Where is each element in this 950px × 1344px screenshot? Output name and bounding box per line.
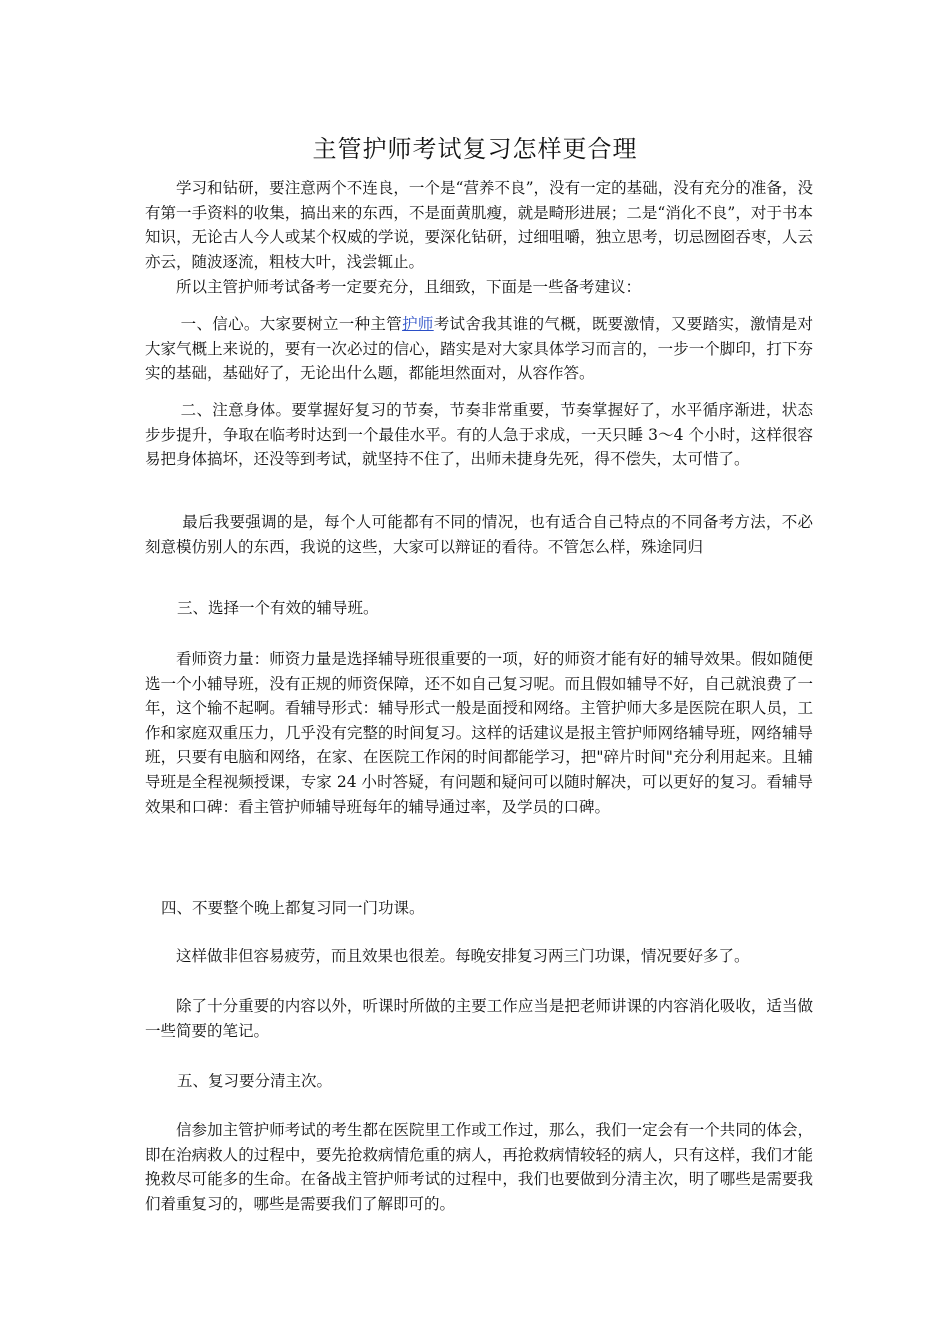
paragraph-conclusion: 最后我要强调的是，每个人可能都有不同的情况，也有适合自己特点的不同备考方法，不必刻意模仿别人的东西，我说的这些，大家可以辩证的看待。不管怎么样，殊途同归: [145, 513, 813, 556]
document-title: 主管护师考试复习怎样更合理: [312, 135, 638, 163]
heading-priorities: 五、复习要分清主次。: [177, 1072, 333, 1090]
paragraph-health: 二、注意身体。要掌握好复习的节奏，节奏非常重要，节奏掌握好了，水平循序渐进，状态步步提升，争取在临考时达到一个最佳水平。有的人急于求成，一天只睡 3～4 个小时，这样很容易把身体搞坏，还没等到考试，就坚持不住了，出师未捷身先死，得不偿失，太可惜了。: [145, 401, 813, 469]
paragraph-choose-class: 看师资力量：师资力量是选择辅导班很重要的一项，好的师资才能有好的辅导效果。假如随便选一个小辅导班，没有正规的师资保障，还不如自己复习呢。而且假如辅导不好，自己就浪费了一年，这个输不起啊。看辅导形式：辅导形式一般是面授和网络。主管护师大多是医院在职人员，工作和家庭双重压力，几乎没有完整的时间复习。这样的话建议是报主管护师网络辅导班，网络辅导班，只要有电脑和网络，在家、在医院工作闲的时间都能学习，把"碎片时间"充分利用起来。且辅导班是全程视频授课，专家 24 小时答疑，有问题和疑问可以随时解决，可以更好的复习。看辅导效果和口碑：看主管护师辅导班每年的辅导通过率，及学员的口碑。: [145, 650, 813, 816]
paragraph-intro-2: 所以主管护师考试备考一定要充分，且细致，下面是一些备考建议：: [176, 278, 642, 296]
paragraph-confidence-text-1: 一、信心。大家要树立一种主管: [180, 315, 403, 333]
heading-choose-class: 三、选择一个有效的辅导班。: [177, 599, 379, 617]
paragraph-confidence: [145, 312, 813, 386]
paragraph-notes: 除了十分重要的内容以外，听课时所做的主要工作应当是把老师讲课的内容消化吸收，适当做一些简要的笔记。: [145, 997, 813, 1040]
paragraph-intro: 学习和钻研，要注意两个不连良，一个是“营养不良”，没有一定的基础，没有充分的准备，没有第一手资料的收集，搞出来的东西，不是面黄肌瘦，就是畸形进展；二是“消化不良”，对于书本知识，无论古人今人或某个权威的学说，要深化钻研，过细咀嚼，独立思考，切忌囫囵吞枣，人云亦云，随波逐流，粗枝大叶，浅尝辄止。: [145, 179, 813, 271]
paragraph-priorities: 信参加主管护师考试的考生都在医院里工作或工作过，那么，我们一定会有一个共同的体会，即在治病救人的过程中，要先抢救病情危重的病人，再抢救病情较轻的病人，只有这样，我们才能挽救尽可能多的生命。在备战主管护师考试的过程中，我们也要做到分清主次，明了哪些是需要我们着重复习的，哪些是需要我们了解即可的。: [145, 1121, 813, 1213]
nurse-link[interactable]: 护师: [402, 315, 434, 333]
heading-not-same-subject: 四、不要整个晚上都复习同一门功课。: [161, 899, 425, 917]
paragraph-confidence-text-2: 考试舍我其谁的气概，既要激情，又要踏实，激情是对大家气概上来说的，要有一次必过的信心，踏实是对大家具体学习而言的，一步一个脚印，打下夯实的基础，基础好了，无论出什么题，都能坦然面对，从容作答。: [145, 315, 813, 383]
paragraph-fatigue: 这样做非但容易疲劳，而且效果也很差。每晚安排复习两三门功课，情况要好多了。: [176, 947, 750, 965]
